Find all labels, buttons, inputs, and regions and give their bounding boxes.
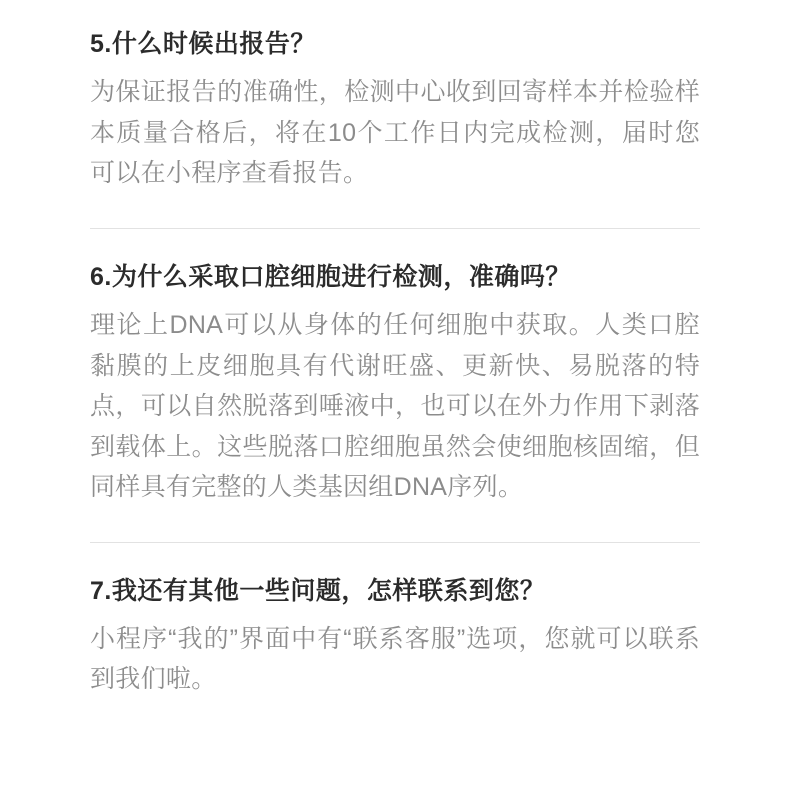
faq-answer-5: 为保证报告的准确性，检测中心收到回寄样本并检验样本质量合格后，将在10个工作日内完成检测，届时您可以在小程序查看报告。 xyxy=(90,78,700,188)
top-spacer xyxy=(90,18,700,26)
faq-item-7 xyxy=(90,573,700,700)
faq-question-5: 5.什么时候出报告？ xyxy=(90,30,316,58)
divider-1 xyxy=(90,228,700,229)
faq-answer-6: 理论上DNA可以从身体的任何细胞中获取。人类口腔黏膜的上皮细胞具有代谢旺盛、更新快、易脱落的特点，可以自然脱落到唾液中，也可以在外力作用下剥落到载体上。这些脱落口腔细胞虽然会使细胞核固缩，但同样具有完整的人类基因组DNA序列。 xyxy=(90,311,700,501)
faq-item-6 xyxy=(90,259,700,508)
divider-2 xyxy=(90,542,700,543)
faq-item-5 xyxy=(90,26,700,194)
faq-answer-7: 小程序“我的”界面中有“联系客服”选项，您就可以联系到我们啦。 xyxy=(90,624,700,694)
faq-question-6: 6.为什么采取口腔细胞进行检测，准确吗？ xyxy=(90,262,571,291)
faq-question-7: 7.我还有其他一些问题，怎样联系到您？ xyxy=(90,576,546,605)
